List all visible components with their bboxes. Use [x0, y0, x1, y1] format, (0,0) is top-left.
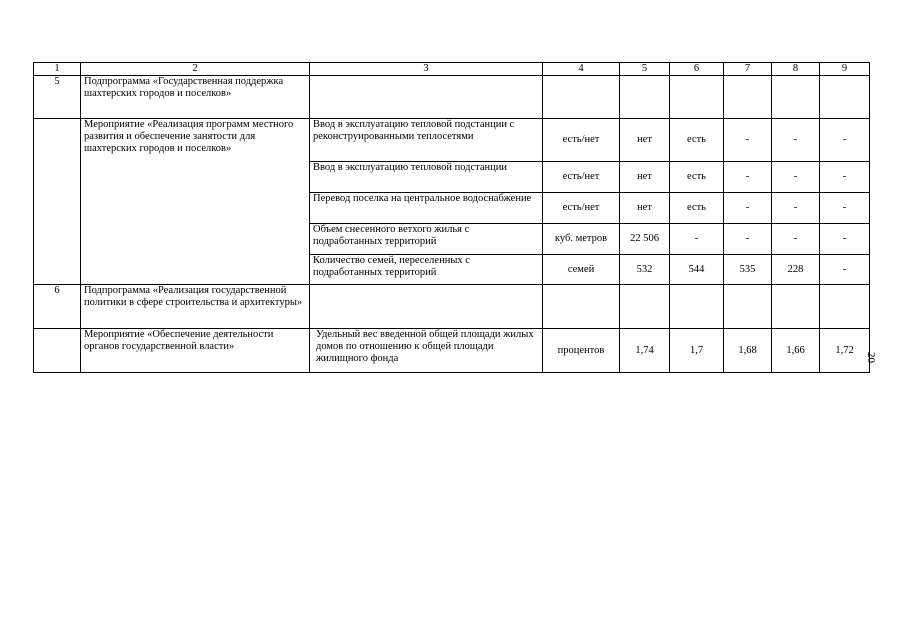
- indicator-name: Перевод поселка на центральное водоснабжение: [310, 193, 543, 224]
- indicator-value: -: [670, 224, 724, 255]
- measure-name: Мероприятие «Реализация программ местного развития и обеспечение занятости для шахтерских городов и поселков»: [81, 119, 310, 285]
- empty-cell: [310, 76, 543, 119]
- column-header: 3: [310, 63, 543, 76]
- indicators-table: [33, 62, 870, 373]
- indicator-name: Ввод в эксплуатацию тепловой подстанции: [310, 162, 543, 193]
- indicator-unit: куб. метров: [543, 224, 620, 255]
- subprogram-name: Подпрограмма «Реализация государственной политики в сфере строительства и архитектуры»: [81, 285, 310, 329]
- empty-cell: [34, 329, 81, 373]
- indicator-value: 1,72: [820, 329, 870, 373]
- indicator-value: -: [724, 162, 772, 193]
- empty-cell: [670, 285, 724, 329]
- indicator-value: 228: [772, 255, 820, 285]
- indicator-value: -: [820, 119, 870, 162]
- empty-cell: [772, 285, 820, 329]
- empty-cell: [724, 76, 772, 119]
- indicator-value: 544: [670, 255, 724, 285]
- column-header: 6: [670, 63, 724, 76]
- empty-cell: [543, 285, 620, 329]
- empty-cell: [820, 76, 870, 119]
- indicator-value: 1,68: [724, 329, 772, 373]
- empty-cell: [310, 285, 543, 329]
- empty-cell: [34, 119, 81, 285]
- subprogram-name: Подпрограмма «Государственная поддержка шахтерских городов и поселков»: [81, 76, 310, 119]
- indicator-value: -: [820, 162, 870, 193]
- indicator-name: Объем снесенного ветхого жилья с подработанных территорий: [310, 224, 543, 255]
- indicator-value: есть: [670, 119, 724, 162]
- indicator-value: -: [820, 193, 870, 224]
- indicator-unit: процентов: [543, 329, 620, 373]
- empty-cell: [620, 285, 670, 329]
- empty-cell: [724, 285, 772, 329]
- indicator-value: 22 506: [620, 224, 670, 255]
- indicator-value: -: [724, 119, 772, 162]
- indicator-name: Количество семей, переселенных с подработанных территорий: [310, 255, 543, 285]
- indicator-unit: семей: [543, 255, 620, 285]
- page-number: 20: [865, 352, 877, 363]
- measure-name: Мероприятие «Обеспечение деятельности органов государственной власти»: [81, 329, 310, 373]
- indicator-value: нет: [620, 193, 670, 224]
- indicator-value: -: [820, 255, 870, 285]
- subprogram-row: [34, 76, 870, 119]
- column-header: 1: [34, 63, 81, 76]
- empty-cell: [543, 76, 620, 119]
- indicator-value: -: [772, 224, 820, 255]
- indicator-value: есть: [670, 193, 724, 224]
- row-number: 5: [34, 76, 81, 119]
- indicator-value: 1,74: [620, 329, 670, 373]
- indicator-value: -: [772, 193, 820, 224]
- indicator-value: 1,66: [772, 329, 820, 373]
- column-header: 5: [620, 63, 670, 76]
- empty-cell: [772, 76, 820, 119]
- indicator-name: Удельный вес введенной общей площади жилых домов по отношению к общей площади жилищного фонда: [310, 329, 543, 373]
- empty-cell: [820, 285, 870, 329]
- indicator-row: [34, 119, 870, 162]
- indicator-value: 1,7: [670, 329, 724, 373]
- indicator-value: -: [772, 119, 820, 162]
- row-number: 6: [34, 285, 81, 329]
- indicator-name: Ввод в эксплуатацию тепловой подстанции с реконструированными теплосетями: [310, 119, 543, 162]
- indicator-row: [34, 329, 870, 373]
- column-header: 4: [543, 63, 620, 76]
- subprogram-row: [34, 285, 870, 329]
- indicator-value: -: [820, 224, 870, 255]
- indicator-unit: есть/нет: [543, 162, 620, 193]
- indicator-value: нет: [620, 162, 670, 193]
- column-header: 7: [724, 63, 772, 76]
- empty-cell: [670, 76, 724, 119]
- column-header: 9: [820, 63, 870, 76]
- column-header: 8: [772, 63, 820, 76]
- indicator-value: есть: [670, 162, 724, 193]
- indicator-unit: есть/нет: [543, 193, 620, 224]
- indicator-value: 532: [620, 255, 670, 285]
- indicator-value: 535: [724, 255, 772, 285]
- empty-cell: [620, 76, 670, 119]
- indicator-value: -: [772, 162, 820, 193]
- indicator-unit: есть/нет: [543, 119, 620, 162]
- indicator-value: -: [724, 193, 772, 224]
- column-header: 2: [81, 63, 310, 76]
- indicator-value: -: [724, 224, 772, 255]
- column-number-header-row: [34, 63, 870, 76]
- indicator-value: нет: [620, 119, 670, 162]
